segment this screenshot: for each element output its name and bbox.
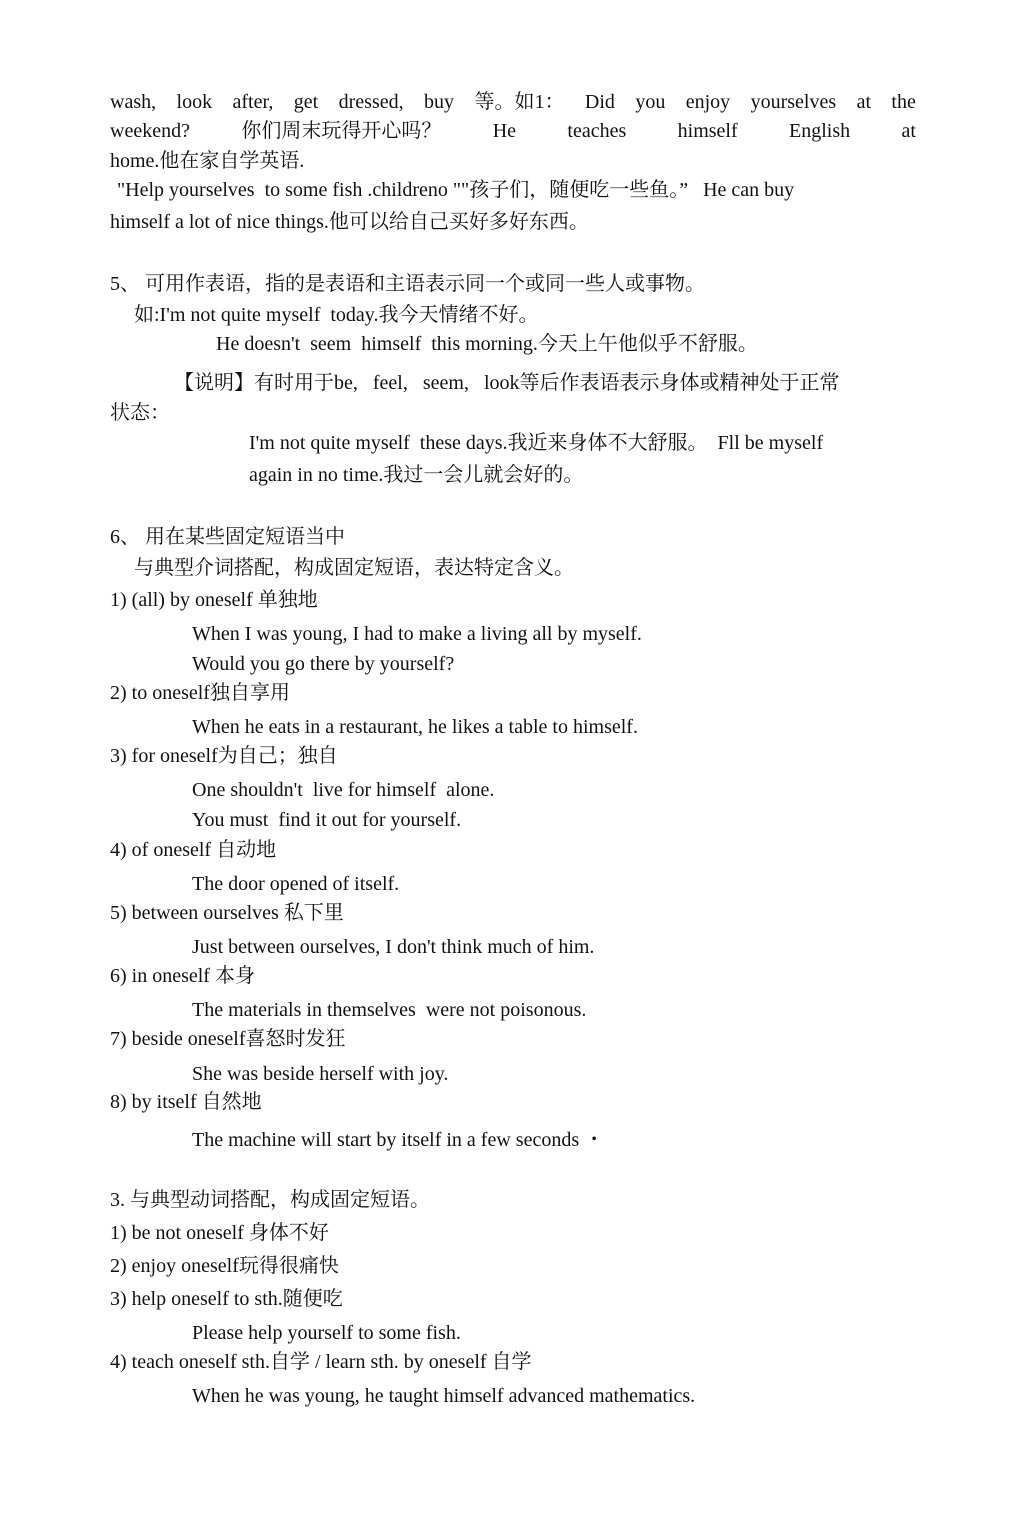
phrase-item: 8) by itself 自然地 [110,1091,262,1113]
phrase-item: 2) to oneself独自享用 [110,682,290,704]
phrase-example: Would you go there by yourself? [192,653,455,675]
word: English [789,120,851,142]
word: He [492,120,517,142]
word: yourselves [750,91,837,113]
phrase-item: 5) between ourselves 私下里 [110,902,344,924]
word: weekend? [110,120,190,142]
section-5-example-1: 如:I'm not quite myself today.我今天情绪不好。 [134,304,539,326]
intro-line-1 [110,88,916,116]
phrase-example: The machine will start by itself in a few seconds ・ [192,1129,605,1151]
word: enjoy [685,91,731,113]
word: 你们周末玩得开心吗？ [241,120,442,142]
phrase-example: When I was young, I had to make a living all by myself. [192,623,642,645]
phrase-example: When he was young, he taught himself advanced mathematics. [192,1385,696,1407]
word: at [856,91,871,113]
phrase-example: One shouldn't live for himself alone. [192,779,495,801]
phrase-example: Just between ourselves, I don't think much of him. [192,936,595,958]
section-5-note: 【说明】有时用于be, feel, seem, look等后作表语表示身体或精神处于正常 [174,372,840,394]
word: Did [584,91,615,113]
phrase-item: 3) for oneself为自己；独自 [110,745,338,767]
phrase-example: She was beside herself with joy. [192,1063,449,1085]
word: after, [232,91,274,113]
word: teaches [567,120,627,142]
word: dressed, [338,91,404,113]
phrase-example: The materials in themselves were not poisonous. [192,999,587,1021]
phrase-item: 4) teach oneself sth.自学 / learn sth. by oneself 自学 [110,1351,532,1373]
section-3-heading: 3. 与典型动词搭配，构成固定短语。 [110,1189,430,1211]
phrase-item: 6) in oneself 本身 [110,965,255,987]
phrase-item: 3) help oneself to sth.随便吃 [110,1288,343,1310]
section-5-example-3: I'm not quite myself these days.我近来身体不大舒服。 Fll be myself [249,432,824,454]
intro-line-2 [110,117,916,145]
phrase-item: 1) (all) by oneself 单独地 [110,589,318,611]
phrase-example: When he eats in a restaurant, he likes a table to himself. [192,716,638,738]
section-5-note-cont: 状态： [110,402,170,424]
section-5-heading: 5、 可用作表语，指的是表语和主语表示同一个或同一些人或事物。 [110,273,705,295]
word: wash, [110,91,157,113]
word: 等。如1： [474,91,565,113]
word: himself [677,120,738,142]
intro-line-3: home.他在家自学英语. [110,150,305,172]
word: you [635,91,666,113]
word: at [901,120,916,142]
phrase-example: You must find it out for yourself. [192,809,462,831]
word: buy [424,91,455,113]
section-5-example-2: He doesn't seem himself this morning.今天上午他似乎不舒服。 [216,333,758,355]
phrase-item: 7) beside oneself喜怒时发狂 [110,1028,346,1050]
intro-line-4: "Help yourselves to some fish .childreno ""孩子们，随便吃一些鱼。” He can buy [112,179,795,201]
word: look [176,91,213,113]
word: get [293,91,319,113]
phrase-item: 4) of oneself 自动地 [110,839,277,861]
phrase-example: Please help yourself to some fish. [192,1322,461,1344]
word: the [891,91,916,113]
section-6-subheading: 与典型介词搭配，构成固定短语，表达特定含义。 [134,557,574,579]
phrase-item: 2) enjoy oneself玩得很痛快 [110,1255,339,1277]
phrase-item: 1) be not oneself 身体不好 [110,1222,329,1244]
phrase-example: The door opened of itself. [192,873,400,895]
intro-line-5: himself a lot of nice things.他可以给自己买好多好东西。 [110,211,589,233]
section-5-example-4: again in no time.我过一会儿就会好的。 [249,464,584,486]
section-6-heading: 6、 用在某些固定短语当中 [110,526,345,548]
